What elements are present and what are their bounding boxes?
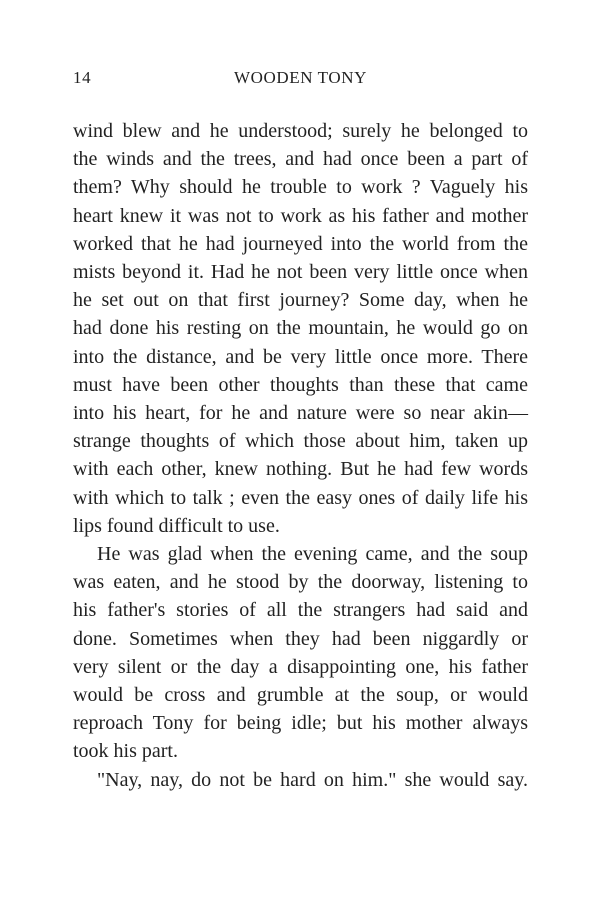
text-line: them? Why should he trouble to work ? Vaguely his [73,176,528,199]
paragraph [73,540,528,766]
text-line: very silent or the day a disappointing one, his father [73,655,528,678]
text-line: "Nay, nay, do not be hard on him." she would say. [97,768,528,791]
text-line: must have been other thoughts than these that came [73,373,528,396]
text-line: strange thoughts of which those about him, taken up [73,430,528,453]
text-line: lips found difficult to use. [73,514,280,537]
text-line: his father's stories of all the strangers had said and [73,599,528,622]
text-line: He was glad when the evening came, and the soup [97,543,528,566]
text-line: into the distance, and be very little once more. There [73,345,528,368]
text-line: with each other, knew nothing. But he had few words [73,458,528,481]
running-title: WOODEN TONY [234,68,367,87]
text-line: the winds and the trees, and had once been a part of [73,148,528,171]
text-line: reproach Tony for being idle; but his mother always [73,712,528,735]
text-line: with which to talk ; even the easy ones of daily life his [73,486,528,509]
text-line: he set out on that first journey? Some day, when he [73,289,528,312]
text-line: heart knew it was not to work as his father and mother [73,204,528,227]
text-line: done. Sometimes when they had been niggardly or [73,627,528,650]
body-text [73,117,528,794]
text-line: mists beyond it. Had he not been very little once when [73,261,528,284]
text-line: had done his resting on the mountain, he would go on [73,317,528,340]
paragraph [73,117,528,540]
text-line: wind blew and he understood; surely he belonged to [73,120,528,142]
text-line: took his part. [73,740,178,763]
text-line: would be cross and grumble at the soup, or would [73,684,528,707]
page-number: 14 [73,68,92,87]
text-line: into his heart, for he and nature were so near akin— [73,402,528,425]
text-line: was eaten, and he stood by the doorway, listening to [73,571,528,594]
page-header [73,68,528,92]
text-line: worked that he had journeyed into the world from the [73,232,528,255]
paragraph [73,766,528,794]
